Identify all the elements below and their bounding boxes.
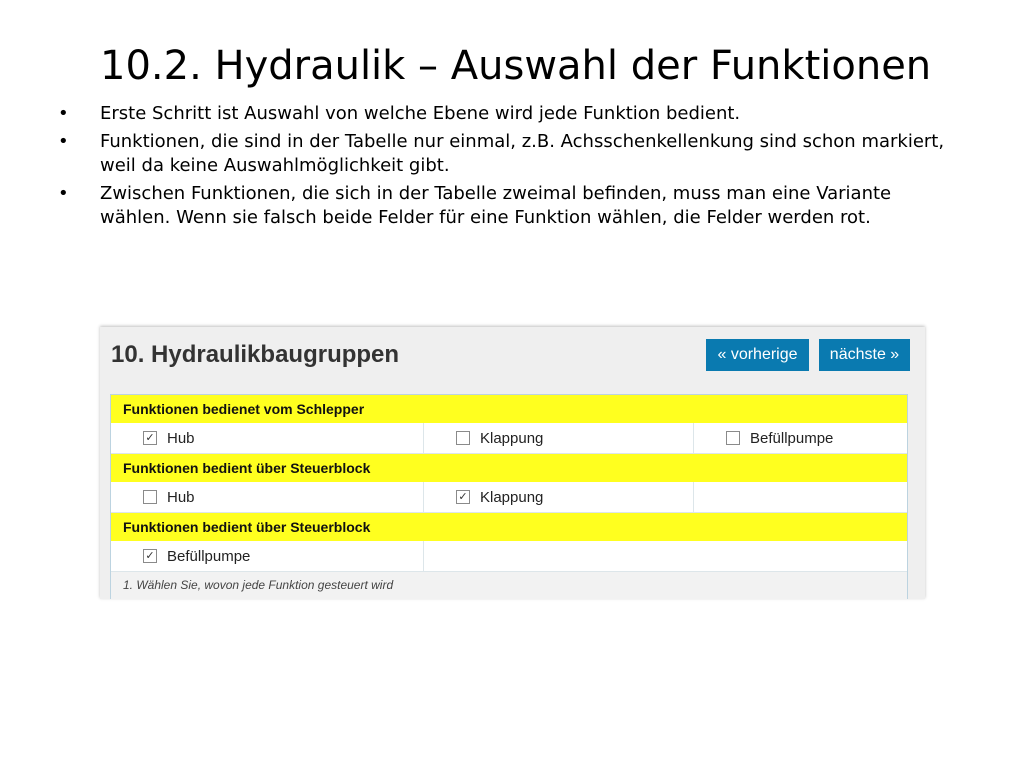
- option-cell: [424, 423, 694, 453]
- empty-cell: [694, 482, 907, 512]
- option-label: Hub: [167, 429, 195, 447]
- functions-panel: [110, 394, 908, 599]
- group-header: Funktionen bedienet vom Schlepper: [111, 395, 907, 423]
- bullet-text: Funktionen, die sind in der Tabelle nur einmal, z.B. Achsschenkellenkung sind schon markiert, weil da keine Auswahlmöglichkeit gibt.: [100, 131, 945, 176]
- option-label: Befüllpumpe: [750, 429, 834, 447]
- bullet-item: [58, 182, 948, 230]
- bullet-item: [58, 102, 948, 126]
- group-header: Funktionen bedient über Steuerblock: [111, 454, 907, 482]
- slide-title: 10.2. Hydraulik – Auswahl der Funktionen: [100, 43, 932, 89]
- bullet-list: [58, 102, 948, 234]
- previous-button[interactable]: « vorherige: [706, 339, 809, 371]
- bullet-dot: •: [58, 131, 69, 152]
- bullet-dot: •: [58, 103, 69, 124]
- empty-cell: [424, 541, 907, 571]
- hub-checkbox[interactable]: ✓: [143, 431, 157, 445]
- bullet-item: [58, 130, 948, 178]
- option-cell: [694, 423, 907, 453]
- befuellpumpe-checkbox[interactable]: [726, 431, 740, 445]
- klappung-checkbox[interactable]: [456, 431, 470, 445]
- klappung-checkbox[interactable]: ✓: [456, 490, 470, 504]
- option-label: Klappung: [480, 429, 544, 447]
- option-cell: [111, 423, 424, 453]
- option-cell: [111, 541, 424, 571]
- hub-checkbox[interactable]: [143, 490, 157, 504]
- group-row: [111, 423, 907, 454]
- option-label: Befüllpumpe: [167, 547, 251, 565]
- option-cell: [111, 482, 424, 512]
- option-cell: [424, 482, 694, 512]
- next-button[interactable]: nächste »: [819, 339, 910, 371]
- section-title: 10. Hydraulikbaugruppen: [111, 341, 400, 368]
- group-header: Funktionen bedient über Steuerblock: [111, 513, 907, 541]
- group-row: [111, 482, 907, 513]
- bullet-text: Erste Schritt ist Auswahl von welche Ebene wird jede Funktion bedient.: [100, 103, 741, 124]
- bullet-dot: •: [58, 183, 69, 204]
- option-label: Hub: [167, 488, 195, 506]
- hydraulics-screenshot: [100, 327, 925, 599]
- instruction-note: 1. Wählen Sie, wovon jede Funktion gesteuert wird: [111, 572, 907, 599]
- group-row: [111, 541, 907, 572]
- option-label: Klappung: [480, 488, 544, 506]
- befuellpumpe-checkbox[interactable]: ✓: [143, 549, 157, 563]
- bullet-text: Zwischen Funktionen, die sich in der Tabelle zweimal befinden, muss man eine Variante wählen. Wenn sie falsch beide Felder für eine Funktion wählen, die Felder werden rot.: [100, 183, 892, 228]
